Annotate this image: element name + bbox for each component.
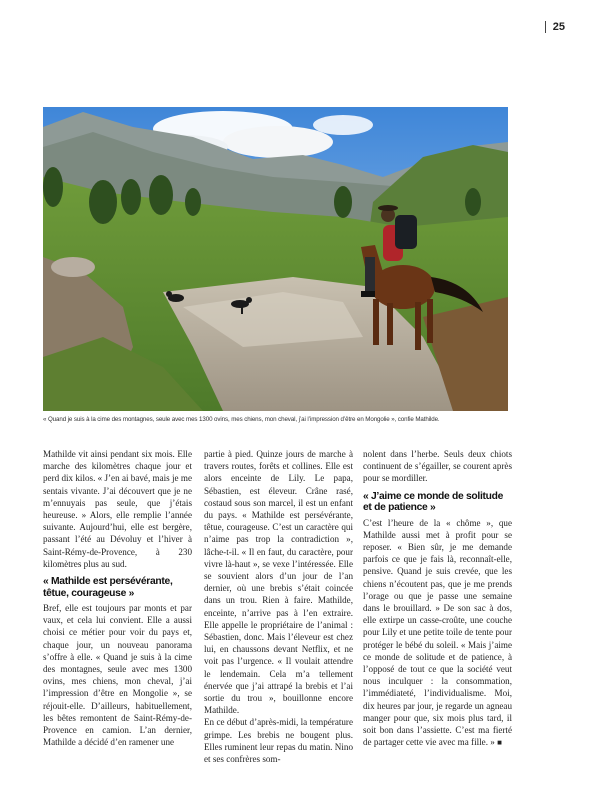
article-column-3 bbox=[363, 448, 512, 749]
page-number: 25 bbox=[545, 21, 565, 33]
paragraph: partie à pied. Quinze jours de marche à travers routes, forêts et collines. Elle est alors enceinte de Lily. Le papa, Sébastien, est éleveur. Crâne rasé, costaud sous son marcel, il est un enfant du pays. « Mathilde est persévérante, têtue, courageuse. C’est un caractère qui n’aime pas trop la contradiction », lâche-t-il. « Il en faut, du caractère, pour vivre là-haut », se vexe l’intéressée. Elle se souvient alors d’un jour de l’an dernier, où une brebis s’était coincée dans un trou. Rien à faire. Mathilde, enceinte, n’arrive pas à l’en extraire. Elle appelle le propriétaire de l’animal : Sébastien, donc. Mais l’éleveur est chez lui, en chaussons devant Netflix, et ne voit pas l’urgence. « Il voulait attendre le lendemain. Cela m’a tellement énervée que j’ai attrapé la brebis et l’ai sortie du trou », bouillonne encore Mathilde. bbox=[204, 449, 353, 716]
photo-rider-mountain bbox=[43, 107, 508, 411]
subheading: « Mathilde est persévérante, têtue, courageuse » bbox=[43, 576, 173, 599]
paragraph: Mathilde vit ainsi pendant six mois. Elle marche des kilomètres chaque jour et perd dix kilos. « J’en ai bavé, mais je me sentais vivante. J’ai découvert que je ne m’ennuyais pas seule, que j’étais heureuse. » Alors, elle remplie l’année suivante. Aujourd’hui, elle est bergère, passant l’été au Dévoluy et l’hiver à Saint-Rémy-de-Provence, à 230 kilomètres plus au sud. bbox=[43, 449, 192, 569]
paragraph-text: C’est l’heure de la « chôme », que Mathilde aussi met à profit pour se reposer. « Bien sûr, je me demande parfois ce que je fais là, reconnaît-elle, pensive. Quand je suis crevée, que les chiens n’écoutent pas, que je me prends l’orage ou que je passe une semaine dans le brouillard. » De son sac à dos, elle extirpe un casse-croûte, une couche pour Lily et une petite toile de tente pour protéger le bébé du soleil. « Mais j’aime ce monde de solitude et de patience, à l’opposé de tout ce que la société veut nous inculquer : la consommation, l’immédiateté, l’individualisme. Moi, dix heures par jour, je regarde un agneau manger pour que, six mois plus tard, il soit bon dans l’assiette. C’est ma fierté de partager cette vie avec ma fille. » bbox=[363, 517, 512, 748]
paragraph: En ce début d’après-midi, la température grimpe. Les brebis ne bougent plus. Elles ruminent leur repas du matin. Nino et ses confrères som- bbox=[204, 717, 353, 765]
paragraph: Bref, elle est toujours par monts et par vaux, et cela lui convient. Elle a aussi choisi ce métier pour voir du pays et, chaque jour, un nouveau panorama s’offre à elle. « Quand je suis à la cime des montagnes, seule avec mes 1300 ovins, mes chiens, mon cheval, j’ai l’impression d’être en Mongolie », se réjouit-elle. D’ailleurs, habituellement, les bêtes remontent de Saint-Rémy-de-Provence en camion. L’an dernier, Mathilde a décidé d’en ramener une bbox=[43, 603, 192, 748]
paragraph: nolent dans l’herbe. Seuls deux chiots continuent de s’égailler, se courent après pour se mordiller. bbox=[363, 449, 512, 484]
end-mark: ■ bbox=[497, 738, 502, 748]
article-column-2 bbox=[204, 448, 353, 765]
subheading: « J’aime ce monde de solitude et de patience » bbox=[363, 490, 504, 514]
photo-caption: « Quand je suis à la cime des montagnes, seule avec mes 1300 ovins, mes chiens, mon cheval, j’ai l’impression d’être en Mongolie », confie Mathilde. bbox=[43, 416, 440, 423]
paragraph bbox=[363, 517, 512, 750]
article-column-1 bbox=[43, 448, 192, 748]
